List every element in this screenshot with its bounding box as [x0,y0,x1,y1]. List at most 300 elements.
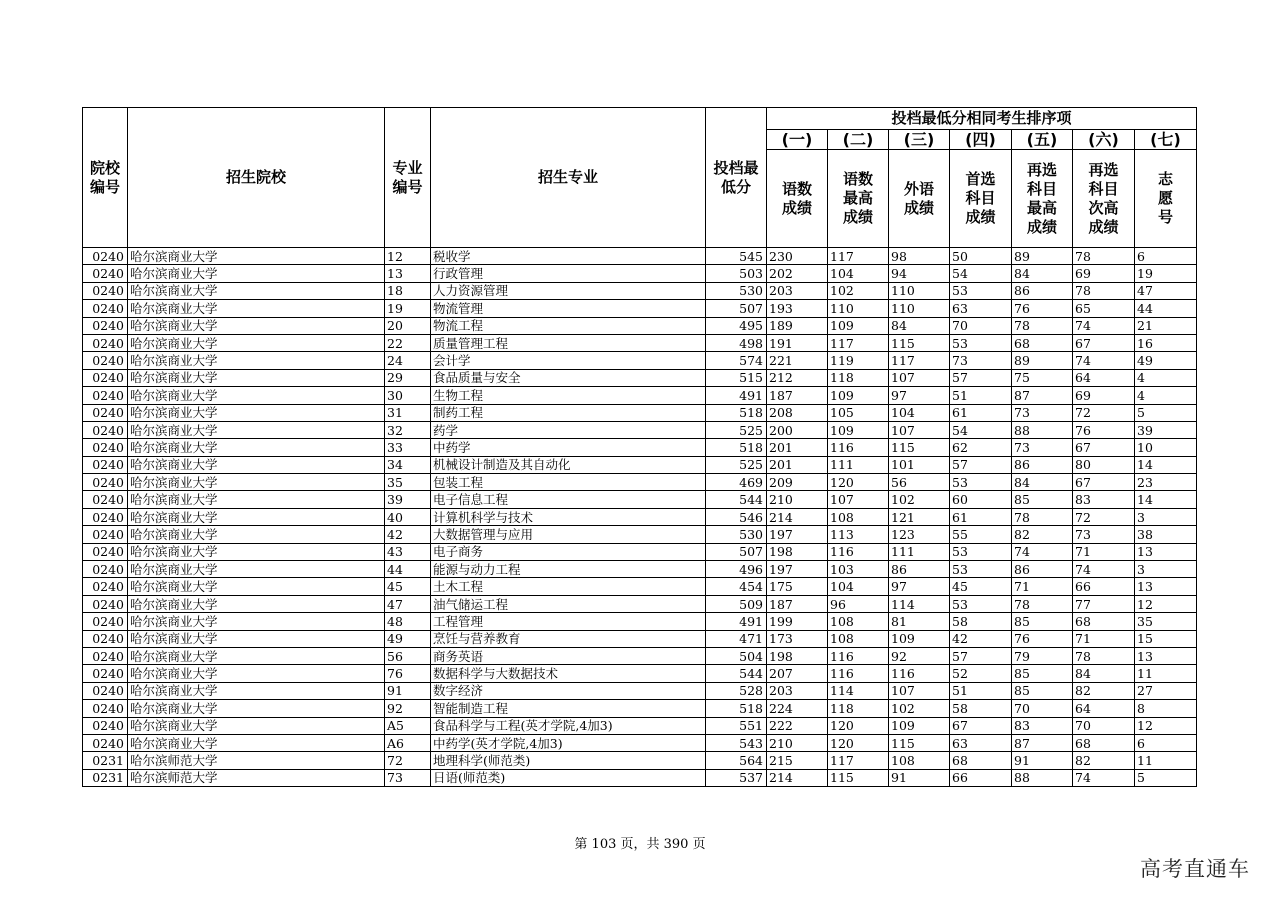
table-cell: 哈尔滨商业大学 [128,282,385,299]
table-row [83,456,1197,473]
table-cell: 44 [385,561,431,578]
table-cell: 545 [706,248,767,265]
table-cell: 0240 [83,474,128,491]
table-cell: 23 [1135,474,1197,491]
table-cell: 507 [706,543,767,560]
table-cell: 73 [1073,526,1135,543]
table-cell: 商务英语 [431,647,706,664]
table-cell: 53 [950,543,1012,560]
table-cell: 104 [828,578,889,595]
table-row [83,300,1197,317]
table-cell: 56 [889,474,950,491]
table-row [83,595,1197,612]
table-cell: 86 [1012,282,1073,299]
table-cell: 0240 [83,578,128,595]
table-cell: 数据科学与大数据技术 [431,665,706,682]
table-cell: 83 [1012,717,1073,734]
table-cell: 91 [1012,752,1073,769]
table-cell: 215 [767,752,828,769]
table-cell: 203 [767,282,828,299]
header-row-1 [83,108,1197,130]
header-major-name: 招生专业 [431,108,706,248]
table-cell: 0240 [83,595,128,612]
table-cell: 105 [828,404,889,421]
table-cell: 102 [828,282,889,299]
table-cell: 101 [889,456,950,473]
table-cell: 19 [385,300,431,317]
table-cell: 109 [889,630,950,647]
table-cell: 109 [828,421,889,438]
table-cell: 70 [1012,700,1073,717]
header-sub-foreign-language: 外语成绩 [889,150,950,248]
table-cell: 94 [889,265,950,282]
table-cell: 57 [950,456,1012,473]
table-cell: 33 [385,439,431,456]
table-cell: 85 [1012,613,1073,630]
table-cell: 54 [950,265,1012,282]
table-cell: 0240 [83,647,128,664]
table-cell: 198 [767,543,828,560]
header-school-code: 院校编号 [83,108,128,248]
table-cell: 68 [1073,734,1135,751]
table-cell: 73 [1012,439,1073,456]
table-row [83,352,1197,369]
table-cell: 116 [828,665,889,682]
table-cell: 哈尔滨商业大学 [128,578,385,595]
table-cell: 507 [706,300,767,317]
table-cell: 92 [385,700,431,717]
table-cell: 54 [950,421,1012,438]
table-cell: 53 [950,474,1012,491]
table-cell: 39 [385,491,431,508]
table-row [83,317,1197,334]
table-cell: 43 [385,543,431,560]
table-row [83,665,1197,682]
table-cell: 61 [950,404,1012,421]
table-cell: 12 [1135,717,1197,734]
table-cell: 19 [1135,265,1197,282]
table-cell: 大数据管理与应用 [431,526,706,543]
table-cell: 102 [889,491,950,508]
header-major-code: 专业编号 [385,108,431,248]
table-cell: 203 [767,682,828,699]
table-cell: 包装工程 [431,474,706,491]
table-cell: 49 [1135,352,1197,369]
table-cell: 52 [950,665,1012,682]
table-cell: 525 [706,421,767,438]
table-cell: 107 [828,491,889,508]
table-cell: 0240 [83,282,128,299]
table-cell: 69 [1073,387,1135,404]
table-cell: 机械设计制造及其自动化 [431,456,706,473]
table-cell: 222 [767,717,828,734]
table-cell: 87 [1012,387,1073,404]
table-cell: 498 [706,334,767,351]
table-cell: 116 [828,543,889,560]
table-cell: 63 [950,734,1012,751]
table-cell: 117 [828,752,889,769]
table-cell: 82 [1012,526,1073,543]
table-cell: 86 [1012,561,1073,578]
table-cell: 24 [385,352,431,369]
table-cell: 525 [706,456,767,473]
table-cell: 12 [385,248,431,265]
table-cell: 117 [889,352,950,369]
table-cell: 187 [767,387,828,404]
table-cell: 土木工程 [431,578,706,595]
table-cell: 518 [706,404,767,421]
table-row [83,491,1197,508]
table-cell: 469 [706,474,767,491]
table-cell: 6 [1135,734,1197,751]
table-cell: 67 [1073,474,1135,491]
table-cell: 496 [706,561,767,578]
table-cell: 80 [1073,456,1135,473]
table-cell: 495 [706,317,767,334]
table-row [83,404,1197,421]
table-cell: 税收学 [431,248,706,265]
table-cell: 45 [950,578,1012,595]
table-cell: 40 [385,508,431,525]
table-cell: 92 [889,647,950,664]
table-row [83,543,1197,560]
table-cell: 哈尔滨商业大学 [128,526,385,543]
table-row [83,717,1197,734]
table-cell: 哈尔滨商业大学 [128,630,385,647]
table-cell: 114 [828,682,889,699]
table-cell: 哈尔滨商业大学 [128,300,385,317]
table-row [83,439,1197,456]
table-cell: 77 [1073,595,1135,612]
table-cell: 64 [1073,369,1135,386]
table-cell: 0231 [83,752,128,769]
table-cell: 58 [950,700,1012,717]
table-cell: 14 [1135,456,1197,473]
table-cell: 电子信息工程 [431,491,706,508]
table-row [83,265,1197,282]
table-cell: 74 [1012,543,1073,560]
table-cell: 103 [828,561,889,578]
table-cell: 50 [950,248,1012,265]
table-cell: 12 [1135,595,1197,612]
table-cell: 230 [767,248,828,265]
table-cell: 44 [1135,300,1197,317]
table-cell: 14 [1135,491,1197,508]
table-cell: 51 [950,682,1012,699]
table-row [83,647,1197,664]
table-cell: 71 [1073,630,1135,647]
table-cell: A6 [385,734,431,751]
table-cell: 38 [1135,526,1197,543]
table-cell: 116 [828,647,889,664]
header-order-7: (七) [1135,130,1197,150]
table-cell: 哈尔滨商业大学 [128,647,385,664]
table-cell: 67 [950,717,1012,734]
table-cell: 79 [1012,647,1073,664]
table-cell: 食品质量与安全 [431,369,706,386]
table-cell: 221 [767,352,828,369]
table-cell: 29 [385,369,431,386]
table-cell: 57 [950,369,1012,386]
table-cell: 76 [1012,300,1073,317]
table-cell: 66 [1073,578,1135,595]
table-cell: 74 [1073,352,1135,369]
table-cell: 85 [1012,665,1073,682]
table-cell: 96 [828,595,889,612]
table-cell: 537 [706,769,767,786]
table-cell: 计算机科学与技术 [431,508,706,525]
table-cell: 108 [889,752,950,769]
table-cell: 0240 [83,491,128,508]
table-cell: 55 [950,526,1012,543]
table-cell: 543 [706,734,767,751]
table-cell: 63 [950,300,1012,317]
table-cell: 104 [828,265,889,282]
table-cell: 123 [889,526,950,543]
table-cell: 16 [1135,334,1197,351]
table-cell: 530 [706,526,767,543]
table-row [83,682,1197,699]
table-cell: 66 [950,769,1012,786]
table-cell: 哈尔滨师范大学 [128,769,385,786]
table-cell: 214 [767,508,828,525]
table-cell: 65 [1073,300,1135,317]
table-cell: 0240 [83,665,128,682]
table-cell: 15 [1135,630,1197,647]
watermark-text: 高考直通车 [1140,857,1250,881]
table-cell: 120 [828,734,889,751]
table-cell: 109 [828,387,889,404]
table-cell: 哈尔滨商业大学 [128,734,385,751]
table-cell: 67 [1073,439,1135,456]
table-cell: 198 [767,647,828,664]
table-cell: 0240 [83,300,128,317]
table-cell: 78 [1073,647,1135,664]
header-sub-reselect-max: 再选科目最高成绩 [1012,150,1073,248]
table-cell: 102 [889,700,950,717]
table-row [83,578,1197,595]
header-order-4: (四) [950,130,1012,150]
table-cell: 73 [385,769,431,786]
table-body [83,248,1197,787]
header-order-1: (一) [767,130,828,150]
table-cell: 85 [1012,682,1073,699]
table-cell: 199 [767,613,828,630]
table-cell: 98 [889,248,950,265]
table-cell: 10 [1135,439,1197,456]
table-cell: 115 [828,769,889,786]
table-cell: 51 [950,387,1012,404]
table-cell: 35 [385,474,431,491]
table-cell: 68 [1012,334,1073,351]
table-cell: 84 [1073,665,1135,682]
table-cell: 71 [1073,543,1135,560]
table-cell: 116 [828,439,889,456]
table-cell: 574 [706,352,767,369]
table-cell: 56 [385,647,431,664]
table-row [83,248,1197,265]
table-cell: 0240 [83,334,128,351]
table-cell: 47 [385,595,431,612]
table-cell: 数字经济 [431,682,706,699]
table-cell: 115 [889,734,950,751]
table-cell: 201 [767,456,828,473]
page-footer: 第 103 页，共 390 页 [574,837,706,852]
table-cell: 哈尔滨商业大学 [128,561,385,578]
table-cell: 3 [1135,508,1197,525]
table-cell: 84 [1012,265,1073,282]
table-cell: 0240 [83,682,128,699]
table-cell: 118 [828,700,889,717]
table-row [83,474,1197,491]
table-cell: 71 [1012,578,1073,595]
table-cell: 107 [889,682,950,699]
admission-score-table [82,107,1197,787]
table-cell: 72 [1073,508,1135,525]
table-cell: 209 [767,474,828,491]
table-cell: 45 [385,578,431,595]
table-cell: 107 [889,369,950,386]
table-cell: 212 [767,369,828,386]
table-cell: 67 [1073,334,1135,351]
table-cell: 210 [767,734,828,751]
table-cell: 115 [889,334,950,351]
table-cell: 210 [767,491,828,508]
table-cell: 202 [767,265,828,282]
table-cell: 108 [828,508,889,525]
table-cell: 87 [1012,734,1073,751]
table-cell: 515 [706,369,767,386]
table-cell: 哈尔滨商业大学 [128,334,385,351]
table-cell: 8 [1135,700,1197,717]
table-cell: 烹饪与营养教育 [431,630,706,647]
table-cell: 546 [706,508,767,525]
table-cell: 制药工程 [431,404,706,421]
table-cell: 0240 [83,561,128,578]
table-cell: 13 [1135,543,1197,560]
table-cell: 107 [889,421,950,438]
table-cell: 97 [889,578,950,595]
table-cell: 78 [1012,317,1073,334]
table-cell: 11 [1135,752,1197,769]
table-cell: 89 [1012,352,1073,369]
table-cell: 哈尔滨商业大学 [128,404,385,421]
table-cell: 48 [385,613,431,630]
table-cell: 哈尔滨商业大学 [128,491,385,508]
table-cell: 197 [767,526,828,543]
header-order-6: (六) [1073,130,1135,150]
table-cell: 5 [1135,404,1197,421]
table-cell: 0240 [83,248,128,265]
table-cell: 111 [889,543,950,560]
table-cell: 能源与动力工程 [431,561,706,578]
header-sub-preference-no: 志愿号 [1135,150,1197,248]
table-cell: 76 [1012,630,1073,647]
table-cell: 21 [1135,317,1197,334]
table-cell: 0240 [83,369,128,386]
table-cell: 72 [1073,404,1135,421]
table-cell: 6 [1135,248,1197,265]
table-cell: 18 [385,282,431,299]
table-cell: 哈尔滨商业大学 [128,265,385,282]
table-cell: 20 [385,317,431,334]
table-cell: 82 [1073,752,1135,769]
table-cell: 200 [767,421,828,438]
table-cell: 81 [889,613,950,630]
table-cell: 哈尔滨商业大学 [128,317,385,334]
table-cell: 116 [889,665,950,682]
table-cell: 544 [706,665,767,682]
table-cell: 0240 [83,317,128,334]
table-cell: 85 [1012,491,1073,508]
table-cell: 86 [889,561,950,578]
table-cell: 115 [889,439,950,456]
table-cell: 58 [950,613,1012,630]
table-cell: 73 [1012,404,1073,421]
header-min-score: 投档最低分 [706,108,767,248]
table-row [83,334,1197,351]
table-cell: 518 [706,439,767,456]
table-cell: 行政管理 [431,265,706,282]
table-cell: 哈尔滨商业大学 [128,717,385,734]
table-cell: 13 [1135,647,1197,664]
table-cell: 食品科学与工程(英才学院,4加3) [431,717,706,734]
table-cell: 88 [1012,421,1073,438]
table-cell: 42 [950,630,1012,647]
table-cell: 哈尔滨商业大学 [128,700,385,717]
table-cell: 68 [1073,613,1135,630]
table-cell: 哈尔滨师范大学 [128,752,385,769]
table-row [83,700,1197,717]
table-cell: 121 [889,508,950,525]
table-cell: 68 [950,752,1012,769]
table-cell: 109 [889,717,950,734]
table-cell: 60 [950,491,1012,508]
table-cell: 503 [706,265,767,282]
table-cell: 551 [706,717,767,734]
table-cell: 哈尔滨商业大学 [128,369,385,386]
table-cell: 82 [1073,682,1135,699]
table-cell: 72 [385,752,431,769]
table-cell: 84 [889,317,950,334]
table-cell: 117 [828,334,889,351]
table-cell: 0240 [83,543,128,560]
table-row [83,561,1197,578]
table-cell: 104 [889,404,950,421]
table-cell: 生物工程 [431,387,706,404]
table-cell: 11 [1135,665,1197,682]
table-cell: 34 [385,456,431,473]
table-cell: 57 [950,647,1012,664]
table-cell: 491 [706,387,767,404]
table-cell: 哈尔滨商业大学 [128,508,385,525]
table-row [83,752,1197,769]
table-cell: 哈尔滨商业大学 [128,543,385,560]
table-cell: 64 [1073,700,1135,717]
table-cell: 13 [1135,578,1197,595]
table-cell: 191 [767,334,828,351]
table-cell: 89 [1012,248,1073,265]
table-cell: 27 [1135,682,1197,699]
table-cell: 30 [385,387,431,404]
table-row [83,613,1197,630]
table-cell: 31 [385,404,431,421]
table-cell: 173 [767,630,828,647]
table-cell: 74 [1073,769,1135,786]
table-cell: 39 [1135,421,1197,438]
table-cell: 哈尔滨商业大学 [128,352,385,369]
table-cell: 质量管理工程 [431,334,706,351]
